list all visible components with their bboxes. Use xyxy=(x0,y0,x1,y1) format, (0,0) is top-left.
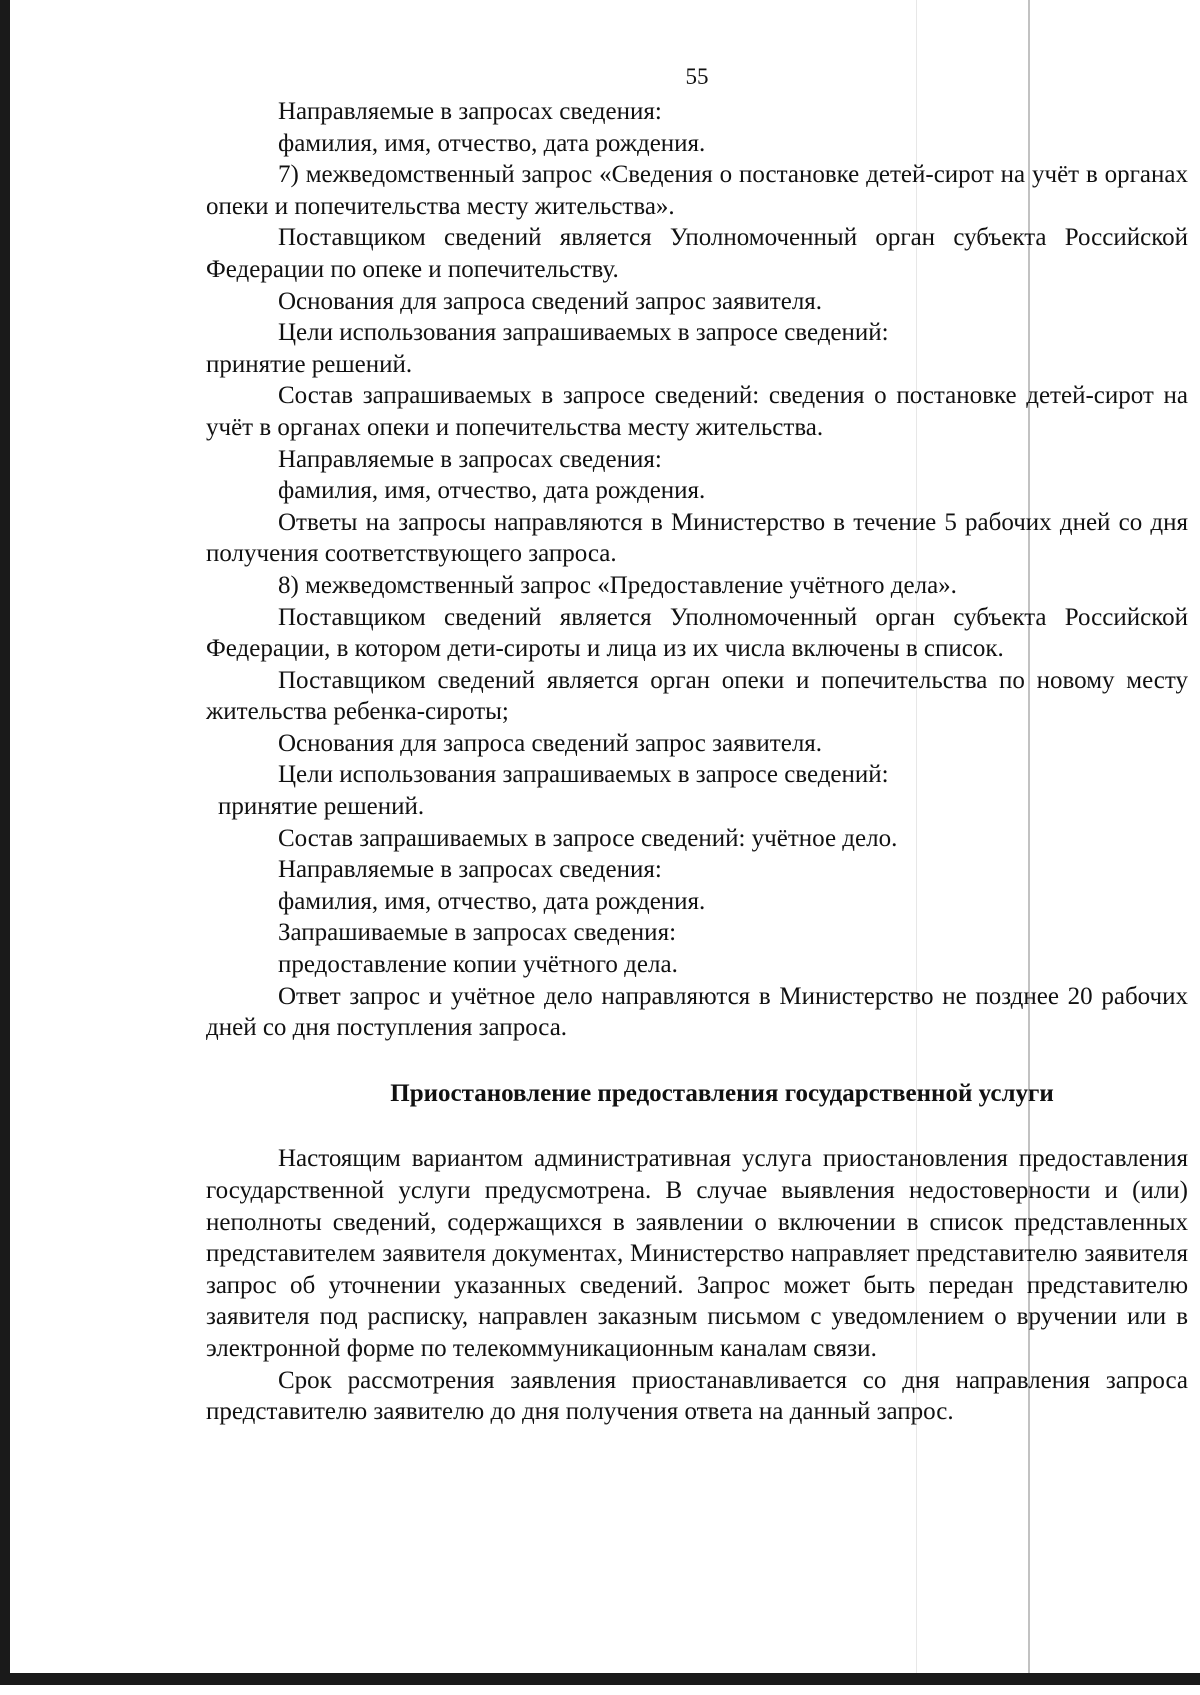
text-line: фамилия, имя, отчество, дата рождения. xyxy=(278,129,706,157)
paragraph: Поставщиком сведений является Уполномоченный орган субъекта Российской Федерации, в котором дети-сироты и лица из их числа включены в список. xyxy=(206,603,1188,663)
text-line: фамилия, имя, отчество, дата рождения. xyxy=(278,887,706,915)
text-line: Цели использования запрашиваемых в запросе сведений: xyxy=(278,319,889,347)
paragraph: Ответы на запросы направляются в Министерство в течение 5 рабочих дней со дня получения соответствующего запроса. xyxy=(206,508,1188,568)
text-line: Запрашиваемые в запросах сведения: xyxy=(278,919,677,947)
paragraph: 7) межведомственный запрос «Сведения о постановке детей-сирот на учёт в органах опеки и попечительства месту жительства». xyxy=(206,161,1188,220)
text-line: Цели использования запрашиваемых в запросе сведений: xyxy=(278,761,889,789)
text-line: Направляемые в запросах сведения: xyxy=(278,445,662,473)
scan-border-left xyxy=(0,0,10,1682)
text-line: принятие решений. xyxy=(218,793,425,821)
document-body xyxy=(206,58,1188,1428)
paragraph: Поставщиком сведений является орган опеки и попечительства по новому месту жительства ребенка-сироты; xyxy=(206,666,1188,726)
text-line: Направляемые в запросах сведения: xyxy=(278,98,662,125)
scan-border-bottom xyxy=(0,1673,1200,1685)
text-line: Основания для запроса сведений запрос заявителя. xyxy=(278,729,823,757)
paragraph: Поставщиком сведений является Уполномоченный орган субъекта Российской Федерации по опеке и попечительству. xyxy=(206,224,1188,283)
paragraph: Состав запрашиваемых в запросе сведений: сведения о постановке детей-сирот на учёт в органах опеки и попечительства месту жительства. xyxy=(206,382,1188,441)
section-heading: Приостановление предоставления государственной услуги xyxy=(390,1079,1054,1107)
section-paragraph: Настоящим вариантом административная услуга приостановления предоставления государственной услуги предусмотрена. В случае выявления недостоверности и (или) неполноты сведений, содержащихся в заявлении о включении в список представленных представителем заявителя документах, Министерство направляет представителю заявителя запрос об уточнении указанных сведений. Запрос может быть передан представителю заявителя под расписку, направлен заказным письмом с уведомлением о вручении или в электронной форме по телекоммуникационным каналам связи. xyxy=(206,1145,1188,1362)
text-line: предоставление копии учётного дела. xyxy=(278,951,678,979)
text-line: Основания для запроса сведений запрос заявителя. xyxy=(278,287,823,315)
text-line: Направляемые в запросах сведения: xyxy=(278,856,662,884)
section-paragraph: Срок рассмотрения заявления приостанавливается со дня направления запроса представителю заявителю до дня получения ответа на данный запрос. xyxy=(206,1366,1188,1426)
text-line: принятие решений. xyxy=(206,350,413,378)
paragraph: Ответ запрос и учётное дело направляются в Министерство не позднее 20 рабочих дней со дня поступления запроса. xyxy=(206,982,1188,1042)
text-line: Состав запрашиваемых в запросе сведений: учётное дело. xyxy=(278,824,898,852)
text-line: 8) межведомственный запрос «Предоставление учётного дела». xyxy=(278,571,957,599)
text-line: фамилия, имя, отчество, дата рождения. xyxy=(278,477,706,505)
page-number: 55 xyxy=(685,64,709,89)
